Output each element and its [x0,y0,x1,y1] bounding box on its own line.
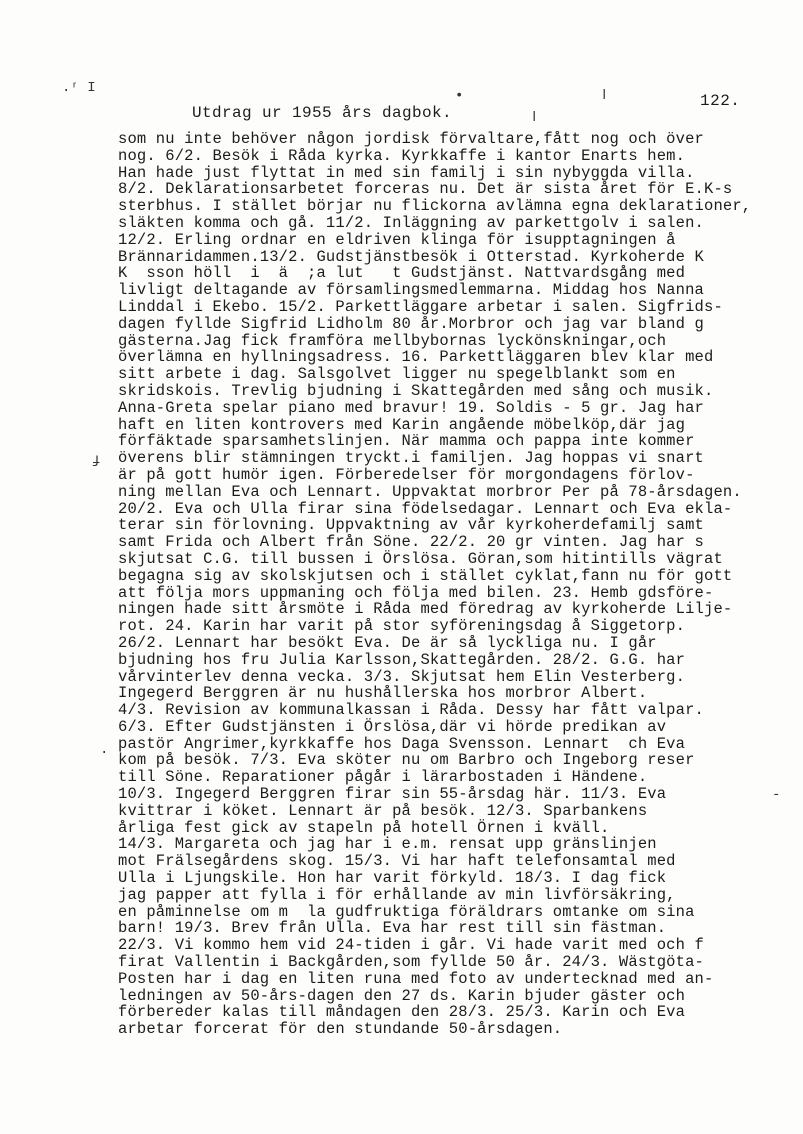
diary-line: 26/2. Lennart har besökt Eva. De är så lyckliga nu. I går [118,633,657,652]
diary-line: ledningen av 50-års-dagen den 27 ds. Karin bjuder gäster och [118,986,686,1005]
diary-line: förfäktade sparsamhetslinjen. När mamma och pappa inte kommer [118,432,695,451]
corner-mark: ǀ [530,110,539,126]
diary-line: Ingegerd Berggren är nu hushållerska hos morbror Albert. [118,684,648,703]
diary-line: ning mellan Eva och Lennart. Uppvaktat morbror Per på 78-årsdagen. [118,482,742,501]
diary-line: arbetar forcerat för den stundande 50-årsdagen. [118,1020,563,1039]
diary-line: begagna sig av skolskjutsen och i stället cyklat,fann nu för gott [118,566,733,585]
diary-line: haft en liten kontrovers med Karin angående möbelköp,där jag [118,415,686,434]
margin-mark: ɟ [92,452,101,468]
diary-line: Posten har i dag en liten runa med foto av undertecknad med an- [118,969,714,988]
page-number: 122. [700,92,741,110]
diary-line: 10/3. Ingegerd Berggren firar sin 55-årsdag här. 11/3. Eva [118,785,667,804]
diary-line: nog. 6/2. Besök i Råda kyrka. Kyrkkaffe i kantor Enarts hem. [118,146,686,165]
diary-line: överlämna en hyllningsadress. 16. Parkettläggaren blev klar med [118,348,714,367]
diary-line: jag papper att fylla i för erhållande av min livförsäkring, [118,885,676,904]
diary-line: som nu inte behöver någon jordisk förvaltare,fått nog och över [118,130,704,148]
corner-mark: • [455,88,464,104]
diary-line: är på gott humör igen. Förberedelser för morgondagens förlov- [118,465,695,484]
diary-line: ningen hade sitt årsmöte i Råda med föredrag av kyrkoherde Lilje- [118,600,733,619]
diary-line: K sson höll i ä ;a lut t Gudstjänst. Nattvardsgång med [118,264,686,283]
diary-line: bjudning hos fru Julia Karlsson,Skattegården. 28/2. G.G. har [118,650,686,669]
diary-line: 4/3. Revision av kommunalkassan i Råda. Dessy har fått valpar. [118,701,704,720]
diary-line: Linddal i Ekebo. 15/2. Parkettläggare arbetar i salen. Sigfrids- [118,297,723,316]
diary-line: barn! 19/3. Brev från Ulla. Eva har rest till sin fästman. [118,919,667,938]
diary-line: firat Vallentin i Backgården,som fyllde 50 år. 24/3. Wästgöta- [118,953,704,972]
diary-line: att följa mors uppmaning och följa med bilen. 23. Hemb gdsföre- [118,583,714,602]
diary-line: 14/3. Margareta och jag har i e.m. rensat upp gränslinjen [118,835,657,854]
diary-line: rot. 24. Karin har varit på stor syföreningsdag å Siggetorp. [118,617,686,636]
page-heading: Utdrag ur 1955 års dagbok. [192,104,453,122]
diary-line: Brännaridammen.13/2. Gudstjänstbesök i Otterstad. Kyrkoherde K [118,247,704,266]
diary-line: livligt deltagande av församlingsmedlemmarna. Middag hos Nanna [118,281,704,300]
diary-line: släkten komma och gå. 11/2. Inläggning av parkettgolv i salen. [118,213,704,232]
diary-line: förbereder kalas till måndagen den 28/3. 25/3. Karin och Eva [118,1003,686,1022]
diary-line: 20/2. Eva och Ulla firar sina födelsedagar. Lennart och Eva ekla- [118,499,733,518]
diary-line: en påminnelse om m la gudfruktiga föräldrars omtanke om sina [118,902,695,921]
diary-line: 22/3. Vi kommo hem vid 24-tiden i går. Vi hade varit med och f [118,936,704,955]
diary-line: dagen fyllde Sigfrid Lidholm 80 år.Morbror och jag var bland g [118,314,704,333]
corner-mark: .ʳ I [62,80,96,96]
diary-line: Han hade just flyttat in med sin familj i sin nybyggda villa. [118,163,695,182]
corner-mark: ǀ [600,88,609,104]
diary-line: skridskois. Trevlig bjudning i Skattegården med sång och musik. [118,381,714,400]
diary-line: 6/3. Efter Gudstjänsten i Örslösa,där vi hörde predikan av [118,717,667,736]
diary-line: gästerna.Jag fick framföra mellbybornas lyckönskningar,och [118,331,667,350]
diary-line: sitt arbete i dag. Salsgolvet ligger nu spegelblankt som en [118,365,676,384]
diary-line: mot Frälsegårdens skog. 15/3. Vi har haft telefonsamtal med [118,852,676,871]
diary-line: Ulla i Ljungskile. Hon har varit förkyld. 18/3. I dag fick [118,869,667,888]
diary-line: 12/2. Erling ordnar en eldriven klinga för isupptagningen å [118,230,676,249]
diary-text [118,131,788,1038]
diary-line: kom på besök. 7/3. Eva sköter nu om Barbro och Ingeborg reser [118,751,695,770]
diary-line: skjutsat C.G. till bussen i Örslösa. Göran,som hitintills vägrat [118,549,723,568]
diary-line: vårvinterlev denna vecka. 3/3. Skjutsat hem Elin Vesterberg. [118,667,686,686]
diary-line: 8/2. Deklarationsarbetet forceras nu. Det är sista året för E.K-s [118,180,733,199]
margin-mark: - [772,787,781,803]
diary-line: samt Frida och Albert från Söne. 22/2. 20 gr vinten. Jag har s [118,533,704,552]
diary-line: sterbhus. I stället börjar nu flickorna avlämna egna deklarationer, [118,197,752,216]
diary-line: terar sin förlovning. Uppvaktning av vår kyrkoherdefamilj samt [118,516,704,535]
diary-line: årliga fest gick av stapeln på hotell Örnen i kväll. [118,818,610,837]
diary-line: Anna-Greta spelar piano med bravur! 19. Soldis - 5 gr. Jag har [118,398,704,417]
diary-line: pastör Angrimer,kyrkkaffe hos Daga Svensson. Lennart ch Eva [118,734,686,753]
diary-line: överens blir stämningen tryckt.i familjen. Jag hoppas vi snart [118,449,704,468]
margin-mark: . [100,742,109,758]
diary-line: kvittrar i köket. Lennart är på besök. 12/3. Sparbankens [118,801,648,820]
diary-line: till Söne. Reparationer pågår i lärarbostaden i Händene. [118,768,648,787]
